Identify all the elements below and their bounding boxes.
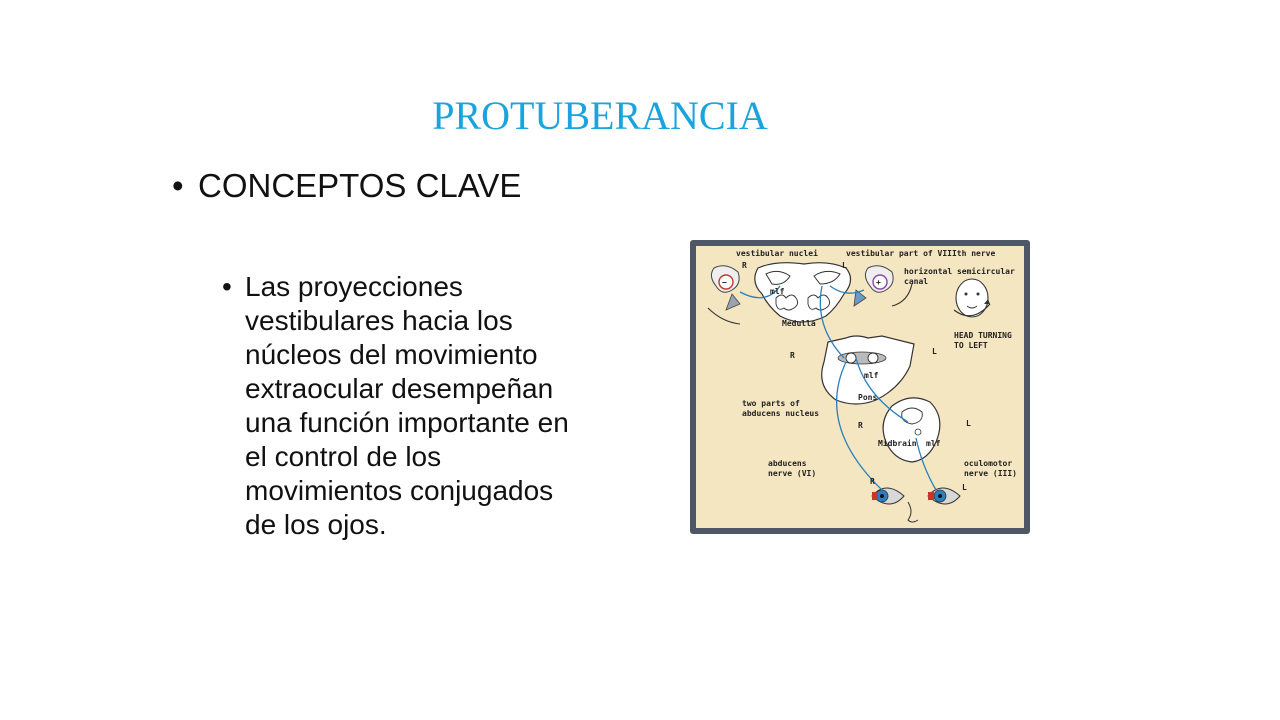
eye-left-pupil (938, 494, 942, 498)
bullet-level1-text: CONCEPTOS CLAVE (198, 167, 522, 204)
turn-arrow-left (708, 308, 740, 324)
cochlea-left (726, 294, 740, 310)
label-mlf-mid: mlf (926, 439, 941, 448)
label-r-top: R (742, 261, 747, 270)
label-horizontal-canal-2: canal (904, 277, 929, 286)
bullet-level2-text: Las proyecciones vestibulares hacia los núcleos del movimiento extraocular desempeñan una función importante en el control de los movimientos conjugados de los ojos. (245, 271, 569, 540)
label-abducens-1: abducens (768, 459, 807, 468)
label-oculomotor-2: nerve (III) (964, 469, 1017, 478)
label-midbrain: Midbrain (878, 439, 917, 448)
label-medulla: Medulla (782, 319, 816, 328)
label-pons: Pons (858, 393, 878, 402)
label-horizontal-canal-1: horizontal semicircular (904, 267, 1015, 276)
slide-title: PROTUBERANCIA (432, 93, 768, 138)
nose (908, 502, 918, 522)
midbrain-aqueduct (902, 408, 923, 424)
bullet-dot: • (172, 167, 184, 204)
abducens-nucleus-right (868, 353, 878, 363)
midbrain-section (883, 398, 940, 462)
head-eye-right (977, 293, 980, 296)
brainstem-diagram-svg (696, 246, 1024, 528)
label-r-mid: R (858, 421, 863, 430)
oculomotor-nucleus (915, 429, 921, 435)
eye-right-muscle (872, 492, 878, 500)
label-vestibular-nuclei: vestibular nuclei (736, 249, 818, 258)
label-l-mid: L (966, 419, 971, 428)
label-head-turning-2: TO LEFT (954, 341, 988, 350)
turn-arrow-right (892, 284, 912, 306)
label-two-parts-2: abducens nucleus (742, 409, 820, 418)
label-mlf-pons: mlf (864, 371, 879, 380)
head-eye-left (965, 293, 968, 296)
eye-right-pupil (880, 494, 884, 498)
label-mlf-medulla: mlf (770, 287, 785, 296)
head-face (956, 279, 988, 317)
label-two-parts-1: two parts of (742, 399, 800, 408)
brainstem-diagram (690, 240, 1030, 534)
label-l-top: L (842, 261, 847, 270)
label-r-pons: R (790, 351, 795, 360)
label-r-eye: R (870, 477, 875, 486)
label-head-turning-1: HEAD TURNING (954, 331, 1012, 340)
label-oculomotor-1: oculomotor (964, 459, 1013, 468)
eye-left-group (928, 488, 960, 504)
label-l-pons: L (932, 347, 937, 356)
plus-sign: + (876, 278, 881, 287)
bullet-level1 (172, 164, 521, 208)
minus-sign: − (722, 278, 727, 287)
bullet-dot: • (222, 271, 232, 302)
eye-left-muscle (928, 492, 934, 500)
eye-right-group (872, 488, 904, 504)
bullet-level2 (222, 270, 582, 542)
label-abducens-2: nerve (VI) (768, 469, 817, 478)
label-l-eye: L (962, 483, 967, 492)
abducens-nucleus-left (846, 353, 856, 363)
label-vestibular-part: vestibular part of VIIIth nerve (846, 249, 996, 258)
